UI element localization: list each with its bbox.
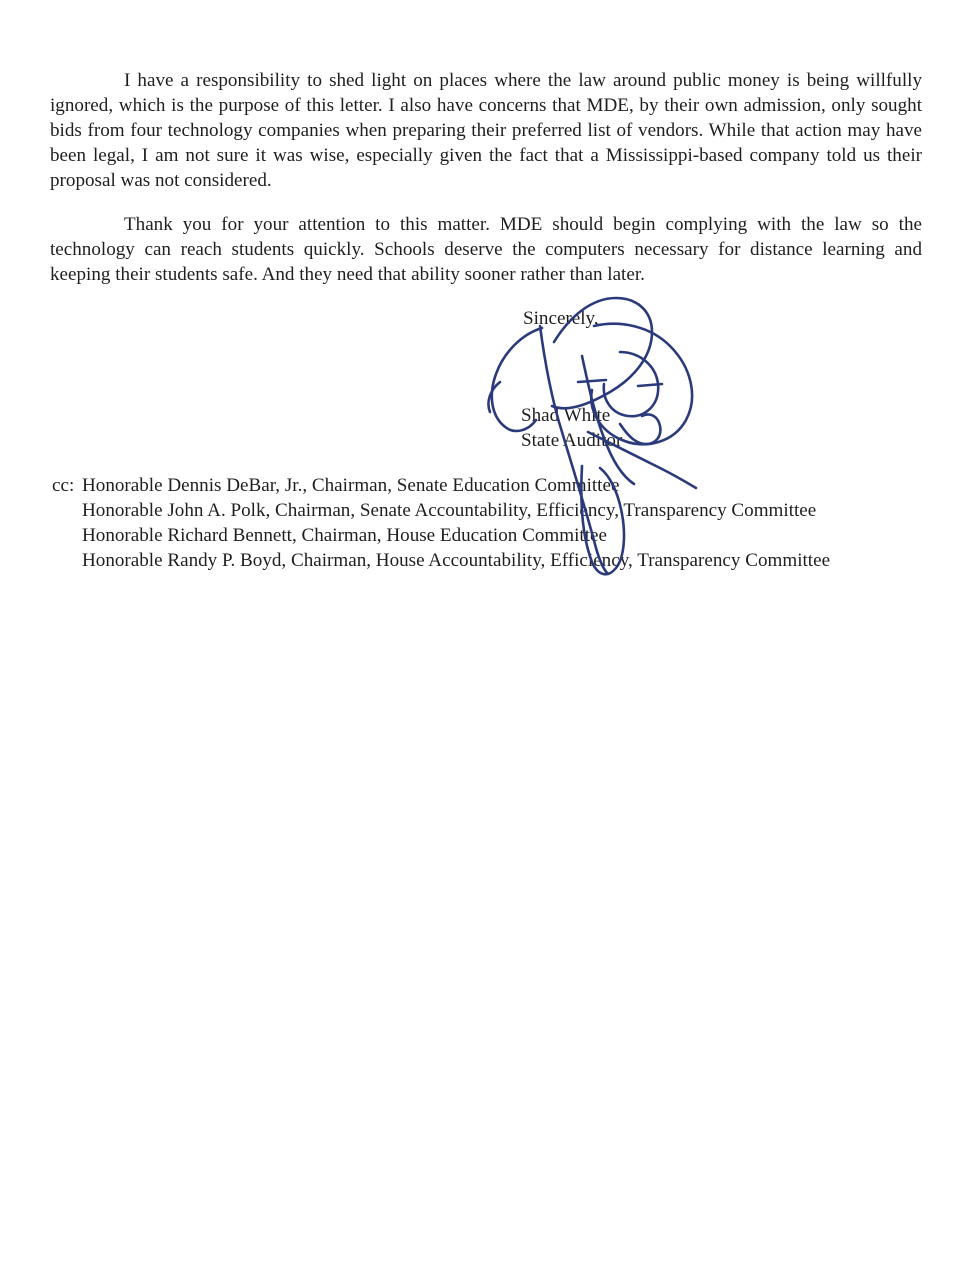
signer-name: Shad White <box>521 405 611 426</box>
cc-row <box>52 548 830 573</box>
cc-label: cc: <box>52 475 75 496</box>
cc-recipient: Honorable John A. Polk, Chairman, Senate Accountability, Efficiency, Transparency Committee <box>82 500 817 522</box>
signature-block <box>521 403 622 453</box>
letter-body-paragraph-1 <box>50 68 922 193</box>
cc-recipient: Honorable Randy P. Boyd, Chairman, House Accountability, Efficiency, Transparency Committee <box>82 550 831 572</box>
paragraph-text: I have a responsibility to shed light on places where the law around public money is being willfully ignored, which is the purpose of this letter. I also have concerns that MDE, by their own admission, only sought bids from four technology companies when preparing their preferred list of vendors. While that action may have been legal, I am not sure it was wise, especially given the fact that a Mississippi-based company told us their proposal was not considered. <box>50 70 922 192</box>
closing-salutation: Sincerely, <box>523 308 599 329</box>
signer-title: State Auditor <box>521 430 623 452</box>
cc-recipient: Honorable Richard Bennett, Chairman, House Education Committee <box>82 525 607 547</box>
cc-distribution-list <box>52 473 830 573</box>
cc-row <box>52 473 830 498</box>
letter-body-paragraph-2 <box>50 212 922 287</box>
cc-row <box>52 498 830 523</box>
paragraph-text: Thank you for your attention to this matter. MDE should begin complying with the law so the technology can reach students quickly. Schools deserve the computers necessary for distance learning and keeping their students safe. And they need that ability sooner rather than later. <box>50 214 922 286</box>
cc-recipient: Honorable Dennis DeBar, Jr., Chairman, Senate Education Committee <box>82 475 620 496</box>
cc-row <box>52 523 830 548</box>
